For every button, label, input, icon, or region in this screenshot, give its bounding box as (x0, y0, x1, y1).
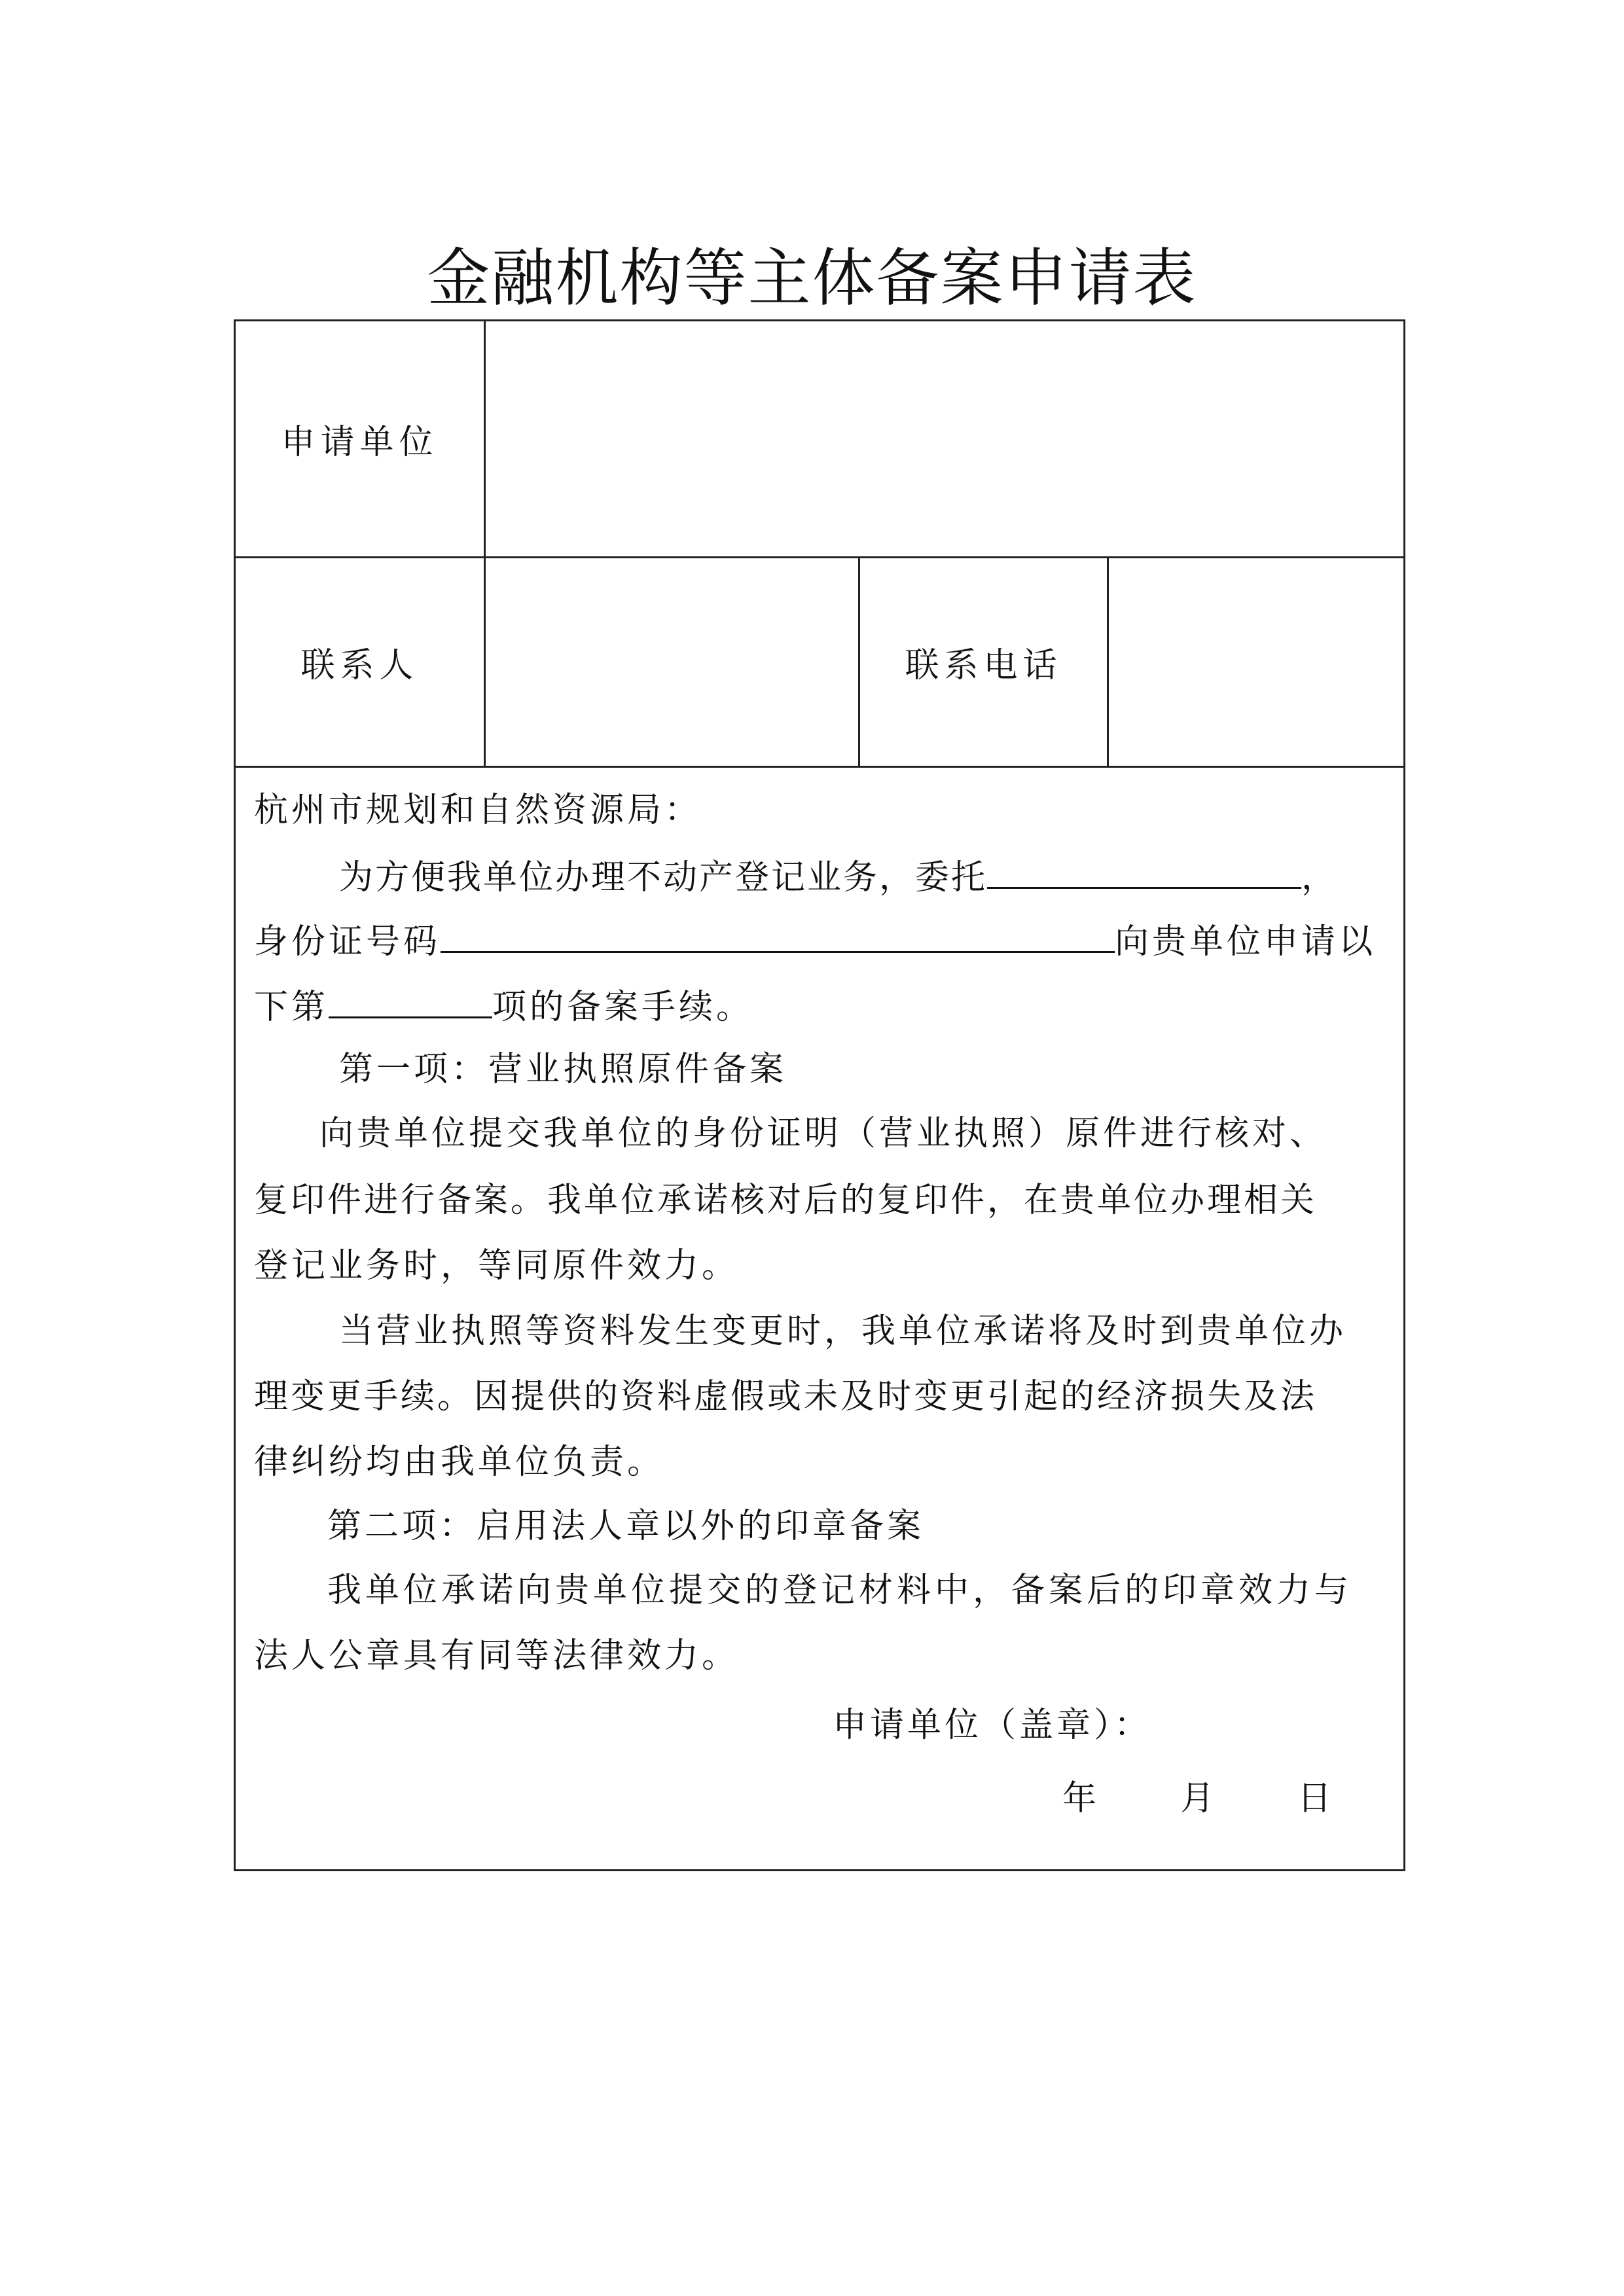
comma: ， (1301, 858, 1338, 897)
phone-label: 联系电话 (859, 558, 1108, 767)
contact-field[interactable] (485, 558, 859, 767)
id-number-line (254, 916, 1376, 965)
id-number-blank[interactable] (441, 916, 1115, 953)
date-day: 日 (1297, 1779, 1332, 1818)
item-choice-line (254, 981, 753, 1030)
delegation-text: 为方便我单位办理不动产登记业务，委托 (339, 858, 988, 897)
item1-para1-line1-text: 向贵单位提交我单位的身份证明（营业执照）原件进行核对、 (319, 1114, 1327, 1153)
item1-para2-line1: 当营业执照等资料发生变更时，我单位承诺将及时到贵单位办 (339, 1312, 1347, 1351)
item2-para1-line1: 我单位承诺向贵单位提交的登记材料中，备案后的印章效力与 (327, 1571, 1353, 1610)
item1-para1-line3: 登记业务时，等同原件效力。 (254, 1246, 740, 1285)
addressee: 杭州市规划和自然资源局： (254, 791, 702, 830)
declaration-cell (235, 767, 1405, 1871)
item1-para2-line3: 律纠纷均由我单位负责。 (254, 1443, 665, 1482)
item-prefix: 下第 (254, 988, 329, 1027)
signature-label: 申请单位（盖章）： (833, 1706, 1152, 1745)
apply-text: 向贵单位申请以 (1115, 922, 1377, 961)
delegation-line (339, 852, 1337, 901)
item2-title: 第二项：启用法人章以外的印章备案 (327, 1507, 925, 1546)
item2-para1-line2: 法人公章具有同等法律效力。 (254, 1636, 740, 1676)
applicant-label: 申请单位 (235, 321, 485, 558)
item-suffix: 项的备案手续。 (492, 988, 754, 1027)
item1-title: 第一项：营业执照原件备案 (339, 1050, 787, 1089)
phone-field[interactable] (1108, 558, 1405, 767)
application-form-table (234, 319, 1405, 1871)
date-month: 月 (1180, 1779, 1215, 1818)
contact-label: 联系人 (235, 558, 485, 767)
page-title: 金融机构等主体备案申请表 (427, 242, 1197, 315)
applicant-field[interactable] (485, 321, 1405, 558)
item1-para2-line2: 理变更手续。因提供的资料虚假或未及时变更引起的经济损失及法 (254, 1377, 1318, 1416)
date-year: 年 (1062, 1779, 1097, 1818)
id-number-label: 身份证号码 (254, 922, 441, 961)
item-number-blank[interactable] (329, 981, 492, 1018)
item1-para1-line1 (254, 1111, 1386, 1157)
item1-para1-line2: 复印件进行备案。我单位承诺核对后的复印件，在贵单位办理相关 (254, 1181, 1318, 1220)
delegate-name-blank[interactable] (987, 852, 1301, 889)
